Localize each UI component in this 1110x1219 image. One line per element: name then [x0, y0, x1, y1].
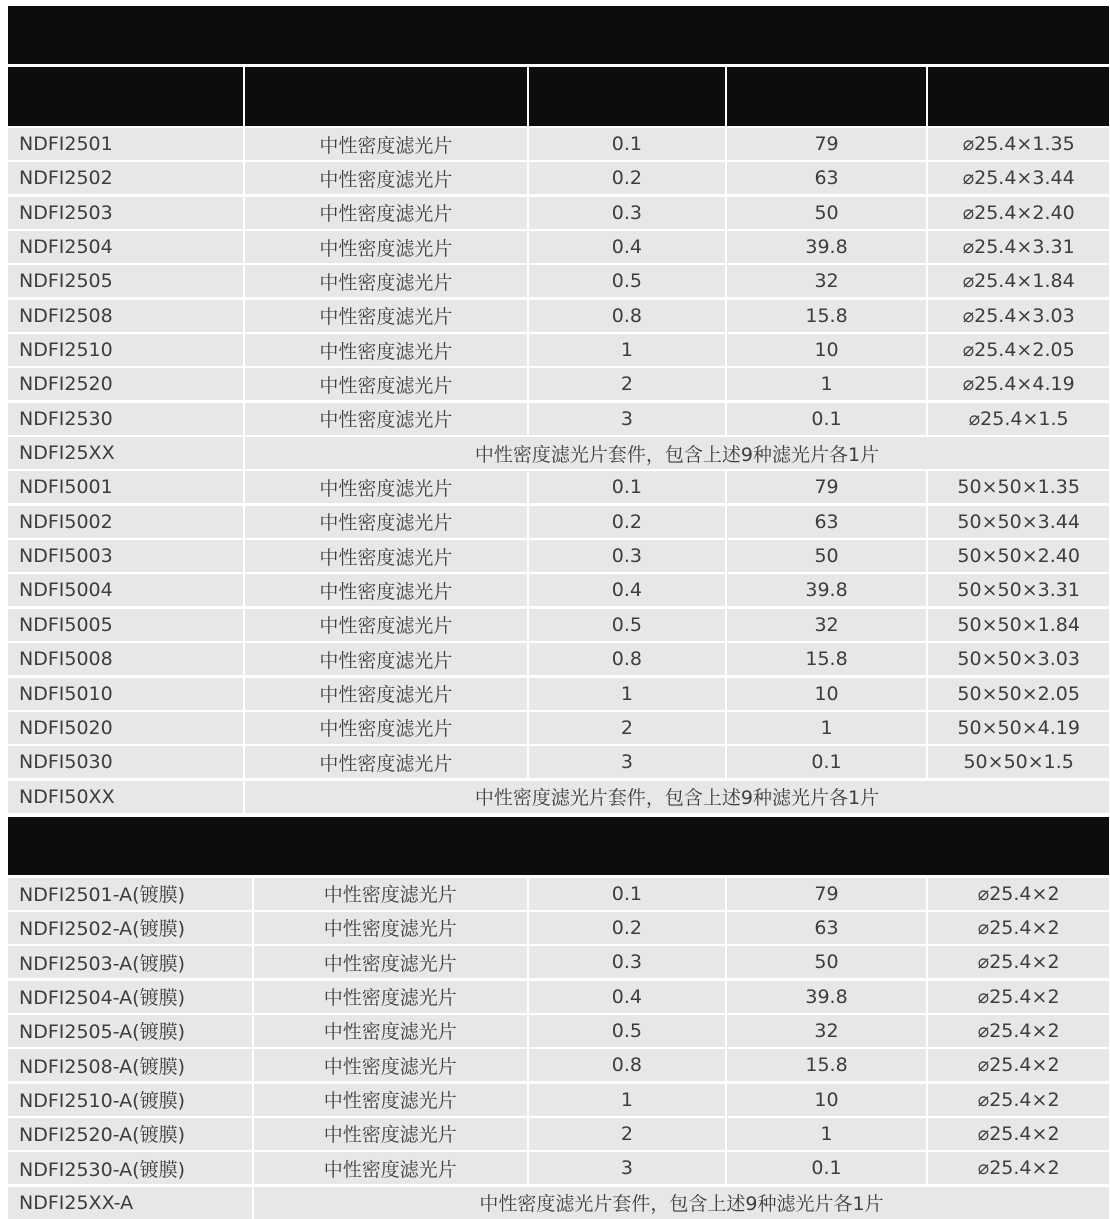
- table-row: [8, 912, 1109, 944]
- cell-model: NDFI5003: [8, 540, 243, 572]
- cell-transmittance: 50: [727, 946, 927, 978]
- cell-optical-density: 0.5: [529, 609, 725, 641]
- cell-name: 中性密度滤光片: [245, 471, 527, 503]
- cell-transmittance: 32: [727, 1015, 927, 1047]
- table-row: [8, 231, 1109, 263]
- cell-model: NDFI5001: [8, 471, 243, 503]
- cell-transmittance: 79: [727, 878, 927, 910]
- table-row: [8, 781, 1109, 813]
- cell-model: NDFI2501-A(镀膜): [8, 878, 252, 910]
- cell-transmittance: 15.8: [727, 643, 927, 675]
- cell-optical-density: 0.5: [529, 265, 725, 297]
- cell-model: NDFI2510: [8, 334, 243, 366]
- cell-size: ⌀25.4×1.84: [928, 265, 1109, 297]
- cell-size: 50×50×1.5: [928, 746, 1109, 778]
- cell-size: ⌀25.4×2: [928, 1118, 1109, 1150]
- table-row: [8, 265, 1109, 297]
- cell-optical-density: 0.1: [529, 878, 725, 910]
- cell-model: NDFI2520-A(镀膜): [8, 1118, 252, 1150]
- cell-size: 50×50×4.19: [928, 712, 1109, 744]
- cell-optical-density: 2: [529, 368, 725, 400]
- cell-name: 中性密度滤光片: [245, 643, 527, 675]
- table-row: [8, 1118, 1109, 1150]
- cell-name: 中性密度滤光片: [245, 712, 527, 744]
- cell-model: NDFI2530-A(镀膜): [8, 1152, 252, 1184]
- table-row: [8, 1049, 1109, 1081]
- cell-size: ⌀25.4×3.03: [928, 300, 1109, 332]
- cell-size: 50×50×2.05: [928, 678, 1109, 710]
- cell-transmittance: 15.8: [727, 1049, 927, 1081]
- cell-model: NDFI2502-A(镀膜): [8, 912, 252, 944]
- table-row: [8, 643, 1109, 675]
- table-row: [8, 574, 1109, 606]
- cell-transmittance: 1: [727, 1118, 927, 1150]
- cell-size: ⌀25.4×2: [928, 912, 1109, 944]
- cell-optical-density: 0.3: [529, 540, 725, 572]
- cell-model: NDFI2504-A(镀膜): [8, 981, 252, 1013]
- cell-optical-density: 0.1: [529, 471, 725, 503]
- cell-model: NDFI5008: [8, 643, 243, 675]
- cell-optical-density: 0.3: [529, 197, 725, 229]
- cell-model: NDFI25XX: [8, 437, 243, 469]
- table-row: [8, 437, 1109, 469]
- cell-optical-density: 2: [529, 712, 725, 744]
- table-row: [8, 946, 1109, 978]
- cell-transmittance: 1: [727, 712, 927, 744]
- cell-name: 中性密度滤光片: [245, 746, 527, 778]
- cell-model: NDFI5020: [8, 712, 243, 744]
- table-header-row: [8, 67, 1109, 126]
- cell-model: NDFI2508: [8, 300, 243, 332]
- cell-model: NDFI2501: [8, 128, 243, 160]
- cell-transmittance: 10: [727, 678, 927, 710]
- cell-size: 50×50×3.03: [928, 643, 1109, 675]
- cell-transmittance: 63: [727, 912, 927, 944]
- product-table: [8, 6, 1109, 1219]
- cell-transmittance: 0.1: [727, 746, 927, 778]
- table-row: [8, 1187, 1109, 1219]
- table-row: [8, 471, 1109, 503]
- cell-optical-density: 0.3: [529, 946, 725, 978]
- cell-size: ⌀25.4×2: [928, 1084, 1109, 1116]
- cell-model: NDFI2502: [8, 162, 243, 194]
- cell-size: ⌀25.4×2.05: [928, 334, 1109, 366]
- header-cell-model: [8, 67, 243, 126]
- cell-optical-density: 0.1: [529, 128, 725, 160]
- table-row: [8, 678, 1109, 710]
- cell-model: NDFI50XX: [8, 781, 243, 813]
- cell-size: 50×50×1.84: [928, 609, 1109, 641]
- cell-model: NDFI5002: [8, 506, 243, 538]
- cell-model: NDFI2505-A(镀膜): [8, 1015, 252, 1047]
- cell-name: 中性密度滤光片: [245, 128, 527, 160]
- cell-model: NDFI5010: [8, 678, 243, 710]
- cell-size: ⌀25.4×2: [928, 981, 1109, 1013]
- cell-optical-density: 0.4: [529, 231, 725, 263]
- table-row: [8, 1015, 1109, 1047]
- cell-name: 中性密度滤光片: [245, 403, 527, 435]
- cell-transmittance: 0.1: [727, 1152, 927, 1184]
- header-cell-od: [529, 67, 725, 126]
- section2-title-bar: [8, 817, 1109, 875]
- cell-transmittance: 79: [727, 128, 927, 160]
- cell-size: 50×50×2.40: [928, 540, 1109, 572]
- cell-transmittance: 79: [727, 471, 927, 503]
- header-cell-size: [928, 67, 1109, 126]
- cell-size: ⌀25.4×2.40: [928, 197, 1109, 229]
- table-row: [8, 197, 1109, 229]
- section2-body: [8, 878, 1109, 1219]
- cell-size: 50×50×3.44: [928, 506, 1109, 538]
- cell-model: NDFI2508-A(镀膜): [8, 1049, 252, 1081]
- cell-optical-density: 0.4: [529, 574, 725, 606]
- cell-name: 中性密度滤光片: [254, 878, 528, 910]
- cell-transmittance: 0.1: [727, 403, 927, 435]
- cell-transmittance: 10: [727, 334, 927, 366]
- cell-model: NDFI2503-A(镀膜): [8, 946, 252, 978]
- cell-optical-density: 0.2: [529, 912, 725, 944]
- cell-optical-density: 0.8: [529, 300, 725, 332]
- header-cell-name: [245, 67, 527, 126]
- table-row: [8, 334, 1109, 366]
- cell-name: 中性密度滤光片: [254, 1015, 528, 1047]
- cell-name: 中性密度滤光片: [245, 609, 527, 641]
- cell-model: NDFI5004: [8, 574, 243, 606]
- cell-model: NDFI5030: [8, 746, 243, 778]
- cell-optical-density: 0.2: [529, 506, 725, 538]
- table-row: [8, 746, 1109, 778]
- cell-size: ⌀25.4×1.35: [928, 128, 1109, 160]
- table-row: [8, 506, 1109, 538]
- table-row: [8, 540, 1109, 572]
- cell-model: NDFI2505: [8, 265, 243, 297]
- cell-optical-density: 3: [529, 746, 725, 778]
- cell-name: 中性密度滤光片: [245, 197, 527, 229]
- table-row: [8, 403, 1109, 435]
- cell-transmittance: 39.8: [727, 981, 927, 1013]
- table-row: [8, 712, 1109, 744]
- cell-name: 中性密度滤光片: [245, 300, 527, 332]
- cell-name: 中性密度滤光片: [254, 1049, 528, 1081]
- cell-kit-description: 中性密度滤光片套件，包含上述9种滤光片各1片: [245, 781, 1109, 813]
- table-row: [8, 300, 1109, 332]
- cell-size: ⌀25.4×2: [928, 946, 1109, 978]
- cell-name: 中性密度滤光片: [245, 334, 527, 366]
- cell-name: 中性密度滤光片: [254, 1084, 528, 1116]
- cell-name: 中性密度滤光片: [254, 981, 528, 1013]
- table-row: [8, 1084, 1109, 1116]
- cell-name: 中性密度滤光片: [245, 540, 527, 572]
- cell-optical-density: 2: [529, 1118, 725, 1150]
- cell-size: ⌀25.4×2: [928, 1015, 1109, 1047]
- cell-name: 中性密度滤光片: [245, 162, 527, 194]
- cell-model: NDFI2510-A(镀膜): [8, 1084, 252, 1116]
- cell-optical-density: 1: [529, 1084, 725, 1116]
- cell-size: ⌀25.4×2: [928, 878, 1109, 910]
- cell-optical-density: 0.4: [529, 981, 725, 1013]
- cell-optical-density: 1: [529, 678, 725, 710]
- cell-optical-density: 0.2: [529, 162, 725, 194]
- cell-model: NDFI2503: [8, 197, 243, 229]
- table-row: [8, 128, 1109, 160]
- table-row: [8, 368, 1109, 400]
- cell-transmittance: 50: [727, 197, 927, 229]
- cell-name: 中性密度滤光片: [245, 231, 527, 263]
- table-row: [8, 1152, 1109, 1184]
- cell-name: 中性密度滤光片: [245, 574, 527, 606]
- table-row: [8, 162, 1109, 194]
- cell-transmittance: 32: [727, 265, 927, 297]
- cell-name: 中性密度滤光片: [254, 912, 528, 944]
- cell-model: NDFI5005: [8, 609, 243, 641]
- table-row: [8, 878, 1109, 910]
- cell-transmittance: 10: [727, 1084, 927, 1116]
- cell-transmittance: 1: [727, 368, 927, 400]
- cell-transmittance: 63: [727, 162, 927, 194]
- cell-optical-density: 3: [529, 1152, 725, 1184]
- cell-kit-description: 中性密度滤光片套件，包含上述9种滤光片各1片: [245, 437, 1109, 469]
- cell-size: ⌀25.4×2: [928, 1152, 1109, 1184]
- table-row: [8, 609, 1109, 641]
- cell-optical-density: 1: [529, 334, 725, 366]
- cell-size: 50×50×1.35: [928, 471, 1109, 503]
- cell-name: 中性密度滤光片: [245, 506, 527, 538]
- cell-optical-density: 0.8: [529, 1049, 725, 1081]
- cell-size: ⌀25.4×3.31: [928, 231, 1109, 263]
- cell-model: NDFI25XX-A: [8, 1187, 252, 1219]
- cell-name: 中性密度滤光片: [245, 265, 527, 297]
- cell-name: 中性密度滤光片: [245, 368, 527, 400]
- cell-size: ⌀25.4×4.19: [928, 368, 1109, 400]
- cell-optical-density: 0.8: [529, 643, 725, 675]
- cell-model: NDFI2530: [8, 403, 243, 435]
- cell-name: 中性密度滤光片: [254, 946, 528, 978]
- cell-transmittance: 15.8: [727, 300, 927, 332]
- cell-kit-description: 中性密度滤光片套件，包含上述9种滤光片各1片: [254, 1187, 1109, 1219]
- cell-name: 中性密度滤光片: [254, 1118, 528, 1150]
- cell-transmittance: 32: [727, 609, 927, 641]
- cell-size: ⌀25.4×2: [928, 1049, 1109, 1081]
- cell-model: NDFI2504: [8, 231, 243, 263]
- cell-model: NDFI2520: [8, 368, 243, 400]
- cell-size: 50×50×3.31: [928, 574, 1109, 606]
- cell-size: ⌀25.4×1.5: [928, 403, 1109, 435]
- header-cell-transmittance: [727, 67, 927, 126]
- table-title-bar: [8, 6, 1109, 64]
- cell-transmittance: 50: [727, 540, 927, 572]
- cell-transmittance: 63: [727, 506, 927, 538]
- cell-name: 中性密度滤光片: [245, 678, 527, 710]
- cell-transmittance: 39.8: [727, 231, 927, 263]
- table-row: [8, 981, 1109, 1013]
- section1-body: [8, 128, 1109, 813]
- cell-transmittance: 39.8: [727, 574, 927, 606]
- cell-optical-density: 3: [529, 403, 725, 435]
- cell-name: 中性密度滤光片: [254, 1152, 528, 1184]
- cell-size: ⌀25.4×3.44: [928, 162, 1109, 194]
- cell-optical-density: 0.5: [529, 1015, 725, 1047]
